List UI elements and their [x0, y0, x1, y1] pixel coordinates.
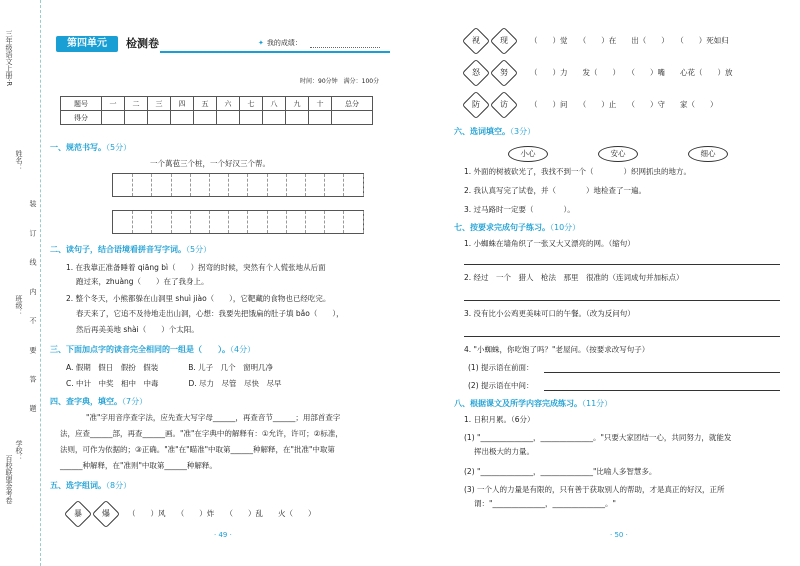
section-2-line-2: 跑过来，zhuàng（ ）在了我身上。 — [76, 277, 209, 286]
section-3-points: （4分） — [230, 345, 256, 354]
score-table-header-row — [61, 97, 373, 111]
section-8-item3: (3) 一个人的力量是有限的，只有善于获取别人的帮助，才是真正的好汉，正所 — [464, 485, 725, 494]
page-number-50: · 50 · — [610, 531, 628, 539]
char-box-fang-visit: 访 — [490, 91, 518, 119]
writing-cell[interactable] — [286, 174, 306, 196]
answer-line-q4-1[interactable] — [544, 372, 780, 373]
section-3-title — [50, 344, 255, 355]
my-score-label: 我的成绩： — [266, 39, 302, 47]
writing-cell[interactable] — [209, 174, 229, 196]
section-7-q4-part1: (1) 提示语在前面： — [468, 363, 534, 372]
char-box-nu-angry: 怒 — [462, 59, 490, 87]
score-row-label: 得分 — [61, 111, 102, 125]
section-4-heading: 四、查字典，填空。 — [50, 397, 122, 406]
section-7-q2: 2. 经过 一个 猎人 枪法 那里 很准的（连词成句并加标点） — [464, 273, 684, 282]
answer-line-q1[interactable] — [464, 264, 780, 265]
writing-cell[interactable] — [286, 211, 306, 233]
score-header-cell: 一 — [102, 97, 125, 111]
exam-meta: 时间：90分钟 满分：100分 — [300, 78, 380, 85]
char-box-bao: 暴 — [64, 500, 92, 528]
section-8-item2: (2) "______________，______________"比喻人多智慧多。 — [464, 467, 657, 476]
char-box-nu-effort: 努 — [490, 59, 518, 87]
section-8-heading: 八、根据课文及所学内容完成练习。 — [454, 399, 582, 408]
section-4-line-2: 法，应查______部，再查______画。"准"在字典中的解释有：①允许，许可；②标准， — [60, 429, 343, 438]
section-8-item1: (1) "______________，______________。"只要大家团结一心，共同努力，就能发 — [464, 433, 732, 442]
page-number-49: · 49 · — [214, 531, 232, 539]
grade-label: 三年级语文上册·R — [5, 30, 13, 87]
answer-line-q2[interactable] — [464, 300, 780, 301]
section-6-points: （3分） — [510, 127, 536, 136]
section-4-line-4: ______种解释，在"准则"中取第______种解释。 — [60, 461, 217, 470]
score-input-cell[interactable] — [194, 111, 217, 125]
score-header-cell: 十 — [309, 97, 332, 111]
writing-cell[interactable] — [324, 174, 344, 196]
fold-line-note: 装 订 线 内 不 要 答 题 — [29, 200, 37, 422]
score-table-score-row — [61, 111, 373, 125]
answer-line-q4-2[interactable] — [544, 390, 780, 391]
score-header-cell: 总分 — [332, 97, 373, 111]
writing-cell[interactable] — [305, 211, 325, 233]
section-5-title — [50, 480, 131, 491]
score-input-cell[interactable] — [148, 111, 171, 125]
score-input-cell[interactable] — [125, 111, 148, 125]
section-7-q3: 3. 没有比小公鸡更美味可口的午餐。（改为反问句） — [464, 309, 635, 318]
score-input-cell[interactable] — [217, 111, 240, 125]
star-icon: ✦ — [258, 39, 264, 47]
school-label: 学校： — [15, 440, 23, 461]
writing-cell[interactable] — [113, 211, 133, 233]
title-rule — [160, 51, 390, 53]
score-header-cell: 三 — [148, 97, 171, 111]
score-input-cell[interactable] — [286, 111, 309, 125]
writing-cell[interactable] — [171, 211, 191, 233]
score-input-cell[interactable] — [263, 111, 286, 125]
section-2-line-5: 然后再美美地 shài（ ）个太阳。 — [76, 325, 199, 334]
section-8-points: （11分） — [582, 399, 613, 408]
writing-cell[interactable] — [343, 211, 363, 233]
score-table — [60, 96, 373, 125]
option-xiaoxin: 小心 — [508, 146, 548, 162]
score-input-cell[interactable] — [171, 111, 194, 125]
section-8-sub1: 1. 日积月累。（6分） — [464, 415, 535, 424]
char-box-xian: 现 — [490, 27, 518, 55]
section-2-title — [50, 244, 211, 255]
section-3-heading: 三、下面加点字的读音完全相同的一组是（ ）。 — [50, 345, 230, 354]
section-1-model-line: 一个萬苞三个桩，一个好汉三个帮。 — [150, 159, 270, 168]
name-label: 姓名： — [15, 150, 23, 171]
writing-cell[interactable] — [132, 174, 152, 196]
writing-cell[interactable] — [343, 174, 363, 196]
section-7-q1: 1. 小蜘蛛在墙角织了一张又大又漂亮的网。（缩句） — [464, 239, 635, 248]
char-box-shi: 视 — [462, 27, 490, 55]
section-7-q4: 4. "小蜘蛛，你吃饱了吗？"老屋问。（按要求改写句子） — [464, 345, 650, 354]
writing-cell[interactable] — [190, 211, 210, 233]
score-input-cell[interactable] — [240, 111, 263, 125]
brand-label: 百校联盟金考卷 — [5, 455, 13, 504]
section-1-heading: 一、规范书写。 — [50, 143, 106, 152]
score-header-cell: 题号 — [61, 97, 102, 111]
section-6-title — [454, 126, 535, 137]
section-2-line-4: 春天来了，它追不及待地走出山洞，心想：我要先把饿扁的肚子填 bǎo（ ）， — [76, 309, 344, 318]
section-4-line-3: 法则，可作为依据的；③正确。"准"在"瞄准"中取第______种解释，在"批准"中取第 — [60, 445, 335, 454]
score-header-cell: 七 — [240, 97, 263, 111]
score-header-cell: 六 — [217, 97, 240, 111]
section-7-title — [454, 222, 580, 233]
writing-cell[interactable] — [151, 174, 171, 196]
writing-cell[interactable] — [151, 211, 171, 233]
writing-cell[interactable] — [267, 174, 287, 196]
section-3-options-ab: A. 假期 假日 假扮 假装 B. 儿子 几个 窗明几净 — [66, 363, 274, 372]
section-7-heading: 七、按要求完成句子练习。 — [454, 223, 550, 232]
unit-title: 检测卷 — [126, 37, 159, 50]
writing-cell[interactable] — [228, 211, 248, 233]
writing-grid-1[interactable] — [112, 173, 364, 197]
char-box-bao-explode: 爆 — [92, 500, 120, 528]
section-4-line-1: "准"字用音序查字法，应先查大写字母______，再查音节______；用部首查字 — [86, 413, 341, 422]
section-7-q4-part2: (2) 提示语在中间： — [468, 381, 534, 390]
section-6-line-2: 2. 我认真写完了试卷，并（ ）地检查了一遍。 — [464, 186, 647, 195]
section-5-heading: 五、选字组词。 — [50, 481, 106, 490]
section-7-points: （10分） — [550, 223, 581, 232]
writing-cell[interactable] — [132, 211, 152, 233]
section-8-item3-cont: 谓："______________，______________。" — [474, 499, 616, 508]
score-header-cell: 二 — [125, 97, 148, 111]
writing-cell[interactable] — [267, 211, 287, 233]
pair-2-words: （ ）力 发（ ） （ ）嘴 心花（ ）放 — [530, 68, 733, 77]
my-score — [258, 38, 302, 48]
section-8-item1-cont: 挥出极大的力量。 — [474, 447, 534, 456]
writing-grid-2[interactable] — [112, 210, 364, 234]
score-header-cell: 八 — [263, 97, 286, 111]
section-6-heading: 六、选词填空。 — [454, 127, 510, 136]
writing-cell[interactable] — [324, 211, 344, 233]
section-4-title — [50, 396, 147, 407]
score-input-cell[interactable] — [309, 111, 332, 125]
section-1-title — [50, 142, 131, 153]
answer-line-q3[interactable] — [464, 336, 780, 337]
my-score-line[interactable] — [310, 47, 380, 48]
section-3-options-cd: C. 中计 中奖 相中 中毒 D. 尽力 尽管 尽快 尽早 — [66, 379, 282, 388]
writing-cell[interactable] — [305, 174, 325, 196]
right-page — [402, 0, 800, 566]
section-2-points: （5分） — [186, 245, 212, 254]
option-anxin: 安心 — [598, 146, 638, 162]
writing-cell[interactable] — [228, 174, 248, 196]
score-header-cell: 五 — [194, 97, 217, 111]
section-5-points: （8分） — [106, 481, 132, 490]
writing-cell[interactable] — [209, 211, 229, 233]
section-2-line-1: 1. 在我靠正准备睡着 qiāng bì（ ）拐弯的时候，突然有个人慌张地从后面 — [66, 263, 326, 272]
score-header-cell: 九 — [286, 97, 309, 111]
writing-cell[interactable] — [247, 211, 267, 233]
section-6-line-1: 1. 外面的树被砍光了，我找不到一个（ ）织网抓虫的地方。 — [464, 167, 692, 176]
section-2-heading: 二、读句子，结合语境看拼音写字词。 — [50, 245, 186, 254]
class-label: 班级： — [15, 295, 23, 316]
pair-3-words: （ ）问 （ ）止 （ ）守 家（ ） — [530, 100, 718, 109]
section-2-line-3: 2. 整个冬天，小熊都躲在山洞里 shuì jiào（ ），它靶藏的食物也已经吃完。 — [66, 294, 331, 303]
score-input-cell[interactable] — [102, 111, 125, 125]
unit-badge: 第四单元 — [56, 36, 118, 52]
writing-cell[interactable] — [113, 174, 133, 196]
section-5-words: （ ）风 （ ）炸 （ ）乱 火（ ） — [128, 509, 316, 518]
binding-gutter — [0, 0, 41, 566]
section-1-points: （5分） — [106, 143, 132, 152]
writing-cell[interactable] — [171, 174, 191, 196]
section-6-line-3: 3. 过马路时一定要（ ）。 — [464, 205, 575, 214]
score-input-cell[interactable] — [332, 111, 373, 125]
option-xixin: 细心 — [688, 146, 728, 162]
writing-cell[interactable] — [190, 174, 210, 196]
pair-1-words: （ ）觉 （ ）在 出（ ） （ ）死如归 — [530, 36, 729, 45]
score-header-cell: 四 — [171, 97, 194, 111]
section-8-title — [454, 398, 612, 409]
section-4-points: （7分） — [122, 397, 148, 406]
char-box-fang-defend: 防 — [462, 91, 490, 119]
writing-cell[interactable] — [247, 174, 267, 196]
